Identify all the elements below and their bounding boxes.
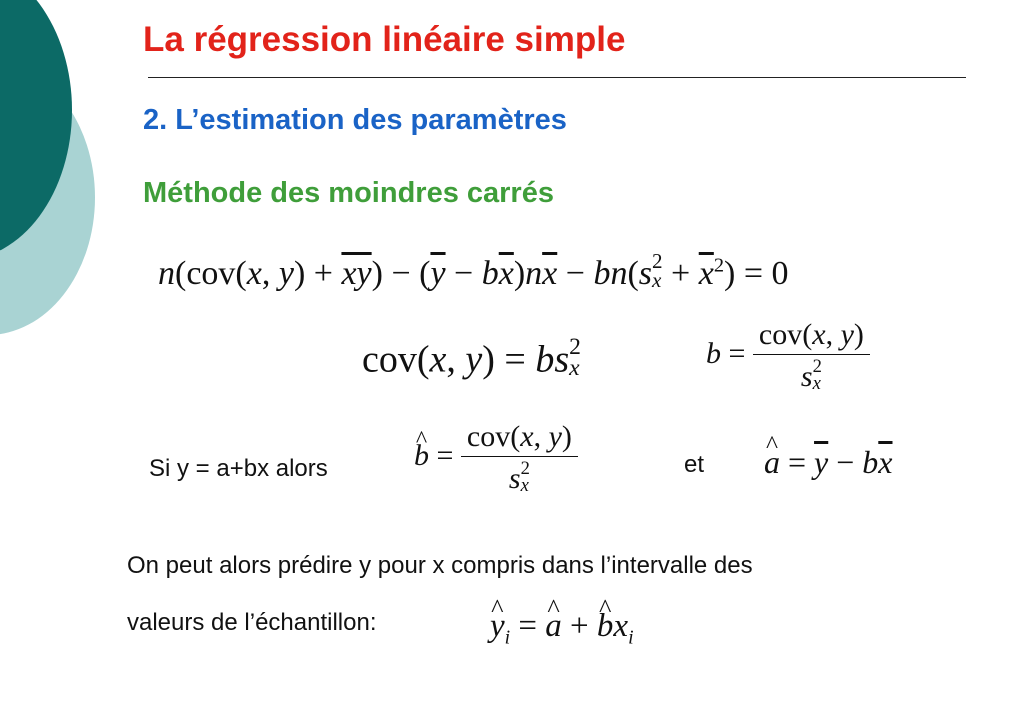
equation-b: b = cov(x, y) s 2 x [706,320,870,392]
equation-a-hat: ^ $a = \overline{y} - b\overline{x}$ [764,446,893,478]
slide-title: La régression linéaire simple [143,20,626,59]
equation-normal: n(cov(x, $y) + \overline{xy}) - (\overline{y} - b\overline{x})n\overline{x} - bn(s$ 2 x + $\overline{x}^2) = 0$ [158,249,789,292]
conclusion-line-2: valeurs de l’échantillon: [127,609,377,636]
conclusion-line-1: On peut alors prédire y pour x compris dans l’intervalle des [127,552,753,579]
equation-cov: cov(x, y) = bs 2 x [362,334,581,382]
si-label: Si y = a+bx alors [149,455,328,482]
title-divider [148,77,966,78]
equation-prediction: ^ $y_i$ = ^ a + ^ $bx_i$ [490,610,634,648]
equation-b-hat: ^ b = cov(x, y) s 2 x [414,422,578,494]
section-subtitle: 2. L’estimation des paramètres [143,104,567,136]
et-label: et [684,451,705,478]
method-heading: Méthode des moindres carrés [143,177,554,209]
